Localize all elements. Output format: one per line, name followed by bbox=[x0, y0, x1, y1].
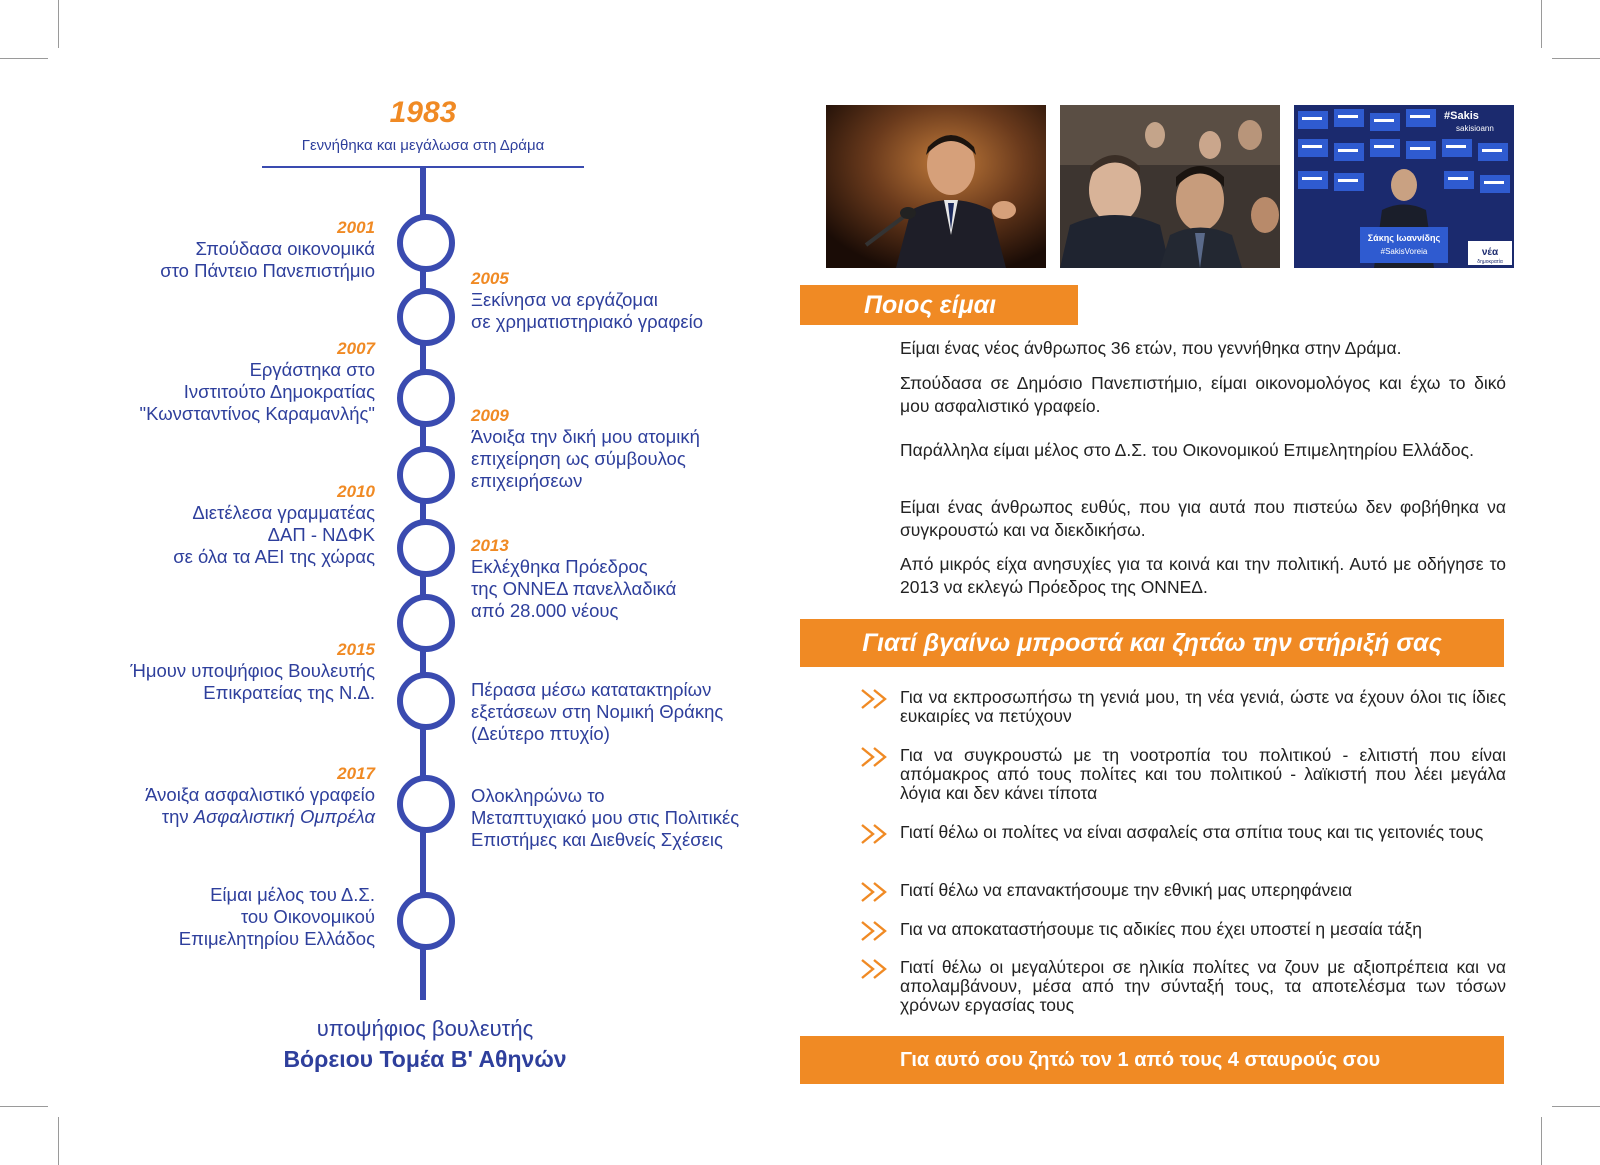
photo-speech bbox=[826, 105, 1046, 268]
double-chevron-icon bbox=[860, 746, 894, 768]
timeline-event bbox=[173, 482, 375, 568]
crop-mark bbox=[1541, 0, 1542, 48]
candidate-district: Βόρειου Τομέα Β' Αθηνών bbox=[283, 1046, 567, 1072]
event-year: 2005 bbox=[471, 269, 509, 288]
event-year: 2015 bbox=[337, 640, 375, 659]
event-year: 2009 bbox=[471, 406, 509, 425]
event-year: 2017 bbox=[337, 764, 375, 783]
timeline-node bbox=[397, 892, 455, 950]
timeline-event bbox=[471, 679, 723, 745]
why-bullet-text: Γιατί θέλω να επανακτήσουμε την εθνική μας υπερηφάνεια bbox=[900, 880, 1353, 900]
rally-corner-tag: #Sakis bbox=[1444, 110, 1479, 122]
rally-sign-name: Σάκης Ιωαννίδης bbox=[1367, 233, 1441, 243]
photo-rally bbox=[1294, 105, 1514, 268]
double-chevron-icon bbox=[860, 920, 894, 942]
event-text: Είμαι μέλος του Δ.Σ. του Οικονομικού Επιμελητηρίου Ελλάδος bbox=[178, 884, 375, 949]
about-paragraph: Είμαι ένας νέος άνθρωπος 36 ετών, που γεννήθηκα στην Δράμα. bbox=[900, 338, 1402, 358]
why-bullet bbox=[860, 688, 1506, 726]
why-bullet bbox=[860, 920, 1506, 939]
event-text: Ξεκίνησα να εργάζομαι σε χρηματιστηριακό γραφείο bbox=[471, 289, 704, 332]
why-bullet-text: Γιατί θέλω οι πολίτες να είναι ασφαλείς στα σπίτια τους και τις γειτονιές τους bbox=[900, 822, 1484, 842]
timeline-node bbox=[397, 214, 455, 272]
double-chevron-icon bbox=[860, 958, 894, 980]
timeline-event bbox=[160, 218, 375, 282]
event-text: Σπούδασα οικονομικά στο Πάντειο Πανεπιστήμιο bbox=[160, 238, 375, 281]
timeline-node bbox=[397, 446, 455, 504]
crop-mark bbox=[58, 1117, 59, 1165]
about-paragraph: Παράλληλα είμαι μέλος στο Δ.Σ. του Οικονομικού Επιμελητηρίου Ελλάδος. bbox=[900, 440, 1474, 460]
timeline-event bbox=[140, 339, 375, 425]
why-bullet-text: Γιατί θέλω οι μεγαλύτεροι σε ηλικία πολίτες να ζουν με αξιοπρέπεια και να απολαμβάνουν, μέσα από την σύνταξή τους, τα αποτελέσμα των τόσων χρόνων εργασίας τους bbox=[900, 957, 1506, 1015]
crop-mark bbox=[0, 58, 48, 59]
about-paragraph: Είμαι ένας άνθρωπος ευθύς, που για αυτά που πιστεύω δεν φοβήθηκα να συγκρουστώ και να διεκδικήσω. bbox=[900, 497, 1506, 540]
event-text: Άνοιξα ασφαλιστικό γραφείο την Ασφαλιστική Ομπρέλα bbox=[145, 784, 375, 827]
about-paragraph: Σπούδασα σε Δημόσιο Πανεπιστήμιο, είμαι οικονομολόγος και έχω το δικό μου ασφαλιστικό γραφείο. bbox=[900, 373, 1506, 416]
timeline-start-year: 1983 bbox=[389, 96, 457, 129]
crop-mark bbox=[58, 0, 59, 48]
double-chevron-icon bbox=[860, 823, 894, 845]
photo-meeting bbox=[1060, 105, 1280, 268]
event-year: 2001 bbox=[337, 218, 375, 237]
why-bullet bbox=[860, 881, 1506, 900]
event-text: Πέρασα μέσω κατατακτηρίων εξετάσεων στη Νομική Θράκης (Δεύτερο πτυχίο) bbox=[471, 679, 724, 744]
timeline-event bbox=[471, 785, 739, 851]
timeline-event bbox=[471, 536, 676, 622]
event-emphasis: Ασφαλιστική Ομπρέλα bbox=[193, 806, 375, 827]
crop-mark bbox=[1552, 1106, 1600, 1107]
why-bullet-text: Για να εκπροσωπήσω τη γενιά μου, τη νέα γενιά, ώστε να έχουν όλοι τις ίδιες ευκαιρίες να πετύχουν bbox=[900, 687, 1506, 726]
why-bullet-text: Για να συγκρουστώ με τη νοοτροπία του πολιτικού - ελιτιστή που είναι απόμακρος από τους πολίτες και του πολιτικού - λαϊκιστή που λέει μεγάλα λόγια και δεν κάνει τίποτα bbox=[900, 745, 1506, 803]
rally-logo-text: νέα bbox=[1481, 247, 1499, 258]
why-heading: Γιατί βγαίνω μπροστά και ζητάω την στήριξή σας bbox=[800, 619, 1504, 667]
event-text: Διετέλεσα γραμματέας ΔΑΠ - ΝΔΦΚ σε όλα τα ΑΕΙ της χώρας bbox=[173, 502, 375, 567]
timeline-event bbox=[130, 640, 375, 704]
why-bullet bbox=[860, 958, 1506, 1015]
timeline-node bbox=[397, 288, 455, 346]
crop-mark bbox=[1541, 1117, 1542, 1165]
timeline-start-caption: Γεννήθηκα και μεγάλωσα στη Δράμα bbox=[301, 137, 545, 154]
timeline-node bbox=[397, 594, 455, 652]
call-to-action-banner: Για αυτό σου ζητώ τον 1 από τους 4 σταυρούς σου bbox=[800, 1036, 1504, 1084]
timeline-node bbox=[397, 672, 455, 730]
timeline-event bbox=[471, 406, 700, 492]
timeline-node bbox=[397, 369, 455, 427]
event-year: 2013 bbox=[471, 536, 509, 555]
about-heading: Ποιος είμαι bbox=[800, 285, 1078, 325]
double-chevron-icon bbox=[860, 881, 894, 903]
event-year: 2010 bbox=[337, 482, 375, 501]
event-text: Άνοιξα την δική μου ατομική επιχείρηση ως σύμβουλος επιχειρήσεων bbox=[471, 426, 700, 491]
event-text: Ολοκληρώνω το Μεταπτυχιακό μου στις Πολιτικές Επιστήμες και Διεθνείς Σχέσεις bbox=[471, 785, 740, 850]
event-text: Εργάστηκα στο Ινστιτούτο Δημοκρατίας "Κωνσταντίνος Καραμανλής" bbox=[139, 359, 375, 424]
about-paragraph: Από μικρός είχα ανησυχίες για τα κοινά και την πολιτική. Αυτό με οδήγησε το 2013 να εκλεγώ Πρόεδρος της ΟΝΝΕΔ. bbox=[900, 554, 1506, 597]
timeline-node bbox=[397, 519, 455, 577]
timeline-node bbox=[397, 775, 455, 833]
event-year: 2007 bbox=[337, 339, 375, 358]
rally-corner-handle: sakisioann bbox=[1456, 124, 1494, 133]
timeline-event bbox=[471, 269, 703, 333]
why-bullet-text: Για να αποκαταστήσουμε τις αδικίες που έχει υποστεί η μεσαία τάξη bbox=[900, 919, 1423, 939]
crop-mark bbox=[1552, 58, 1600, 59]
timeline-event bbox=[145, 764, 375, 828]
crop-mark bbox=[0, 1106, 48, 1107]
double-chevron-icon bbox=[860, 688, 894, 710]
why-bullet bbox=[860, 746, 1506, 803]
event-text: Εκλέχθηκα Πρόεδρος της ΟΝΝΕΔ πανελλαδικά από 28.000 νέους bbox=[471, 556, 677, 621]
candidate-title: υποψήφιος βουλευτής bbox=[316, 1016, 534, 1041]
event-text: Ήμουν υποψήφιος Βουλευτής Επικρατείας της Ν.Δ. bbox=[130, 660, 375, 703]
why-bullet bbox=[860, 823, 1506, 842]
rally-logo-sub: δημοκρατία bbox=[1477, 259, 1503, 265]
rally-sign-tag: #SakisVoreia bbox=[1380, 247, 1428, 256]
timeline-event bbox=[179, 884, 375, 950]
